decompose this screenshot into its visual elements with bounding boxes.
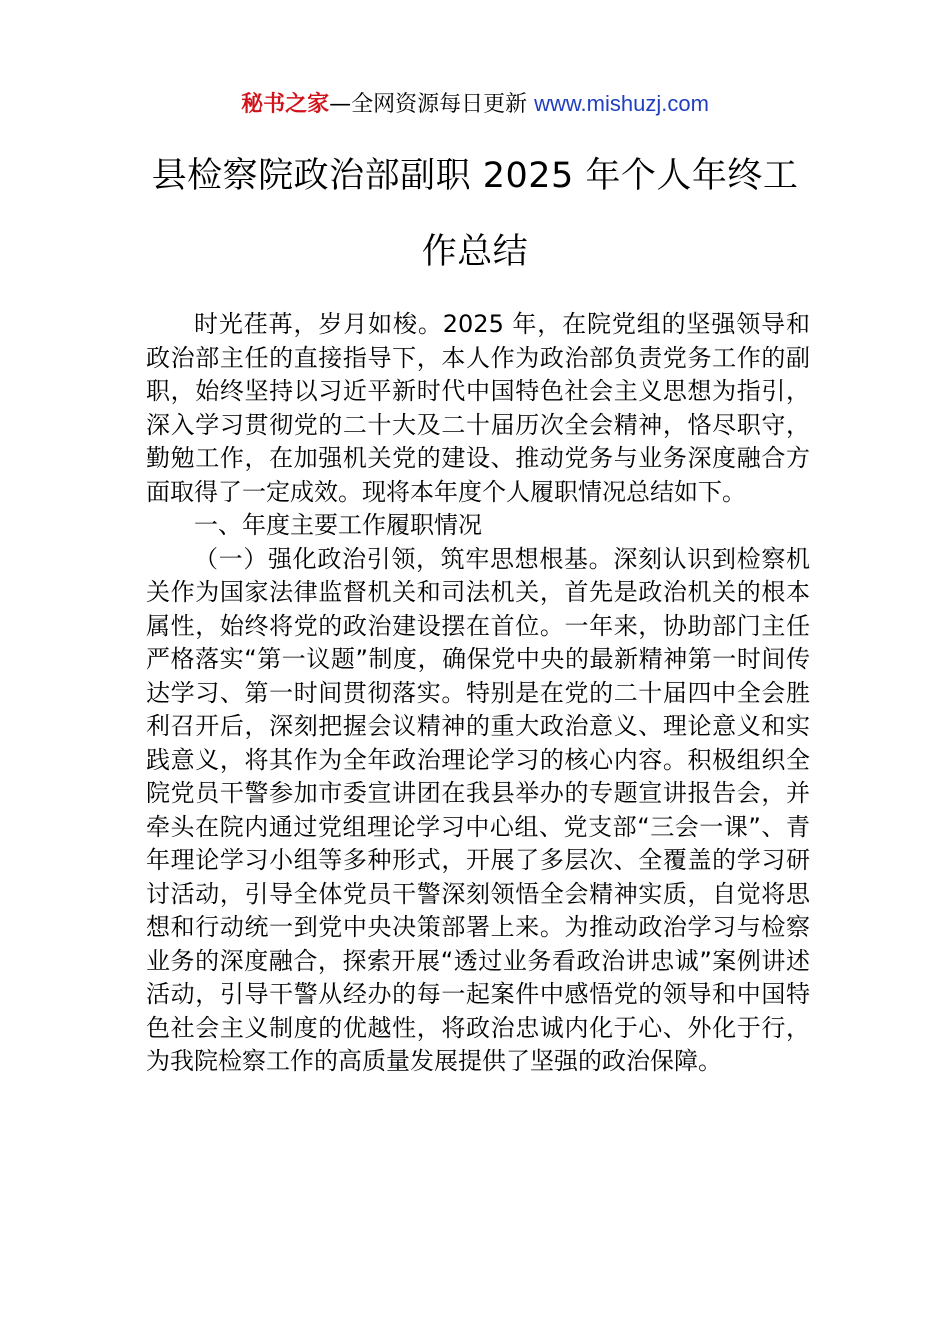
brand-name: 秘书之家 [241,92,330,117]
site-banner [0,86,950,123]
banner-tagline: —全网资源每日更新 [329,92,535,117]
document-body [146,308,810,1079]
section-heading: 一、年度主要工作履职情况 [194,511,482,539]
body-paragraph: （一）强化政治引领，筑牢思想根基。深刻认识到检察机关作为国家法律监督机关和司法机关，首先是政治机关的根本属性，始终将党的政治建设摆在首位。一年来，协助部门主任严格落实“第一议题”制度，确保党中央的最新精神第一时间传达学习、第一时间贯彻落实。特别是在党的二十届四中全会胜利召开后，深刻把握会议精神的重大政治意义、理论意义和实践意义，将其作为全年政治理论学习的核心内容。积极组织全院党员干警参加市委宣讲团在我县举办的专题宣讲报告会，并牵头在院内通过党组理论学习中心组、党支部“三会一课”、青年理论学习小组等多种形式，开展了多层次、全覆盖的学习研讨活动，引导全体党员干警深刻领悟全会精神实质，自觉将思想和行动统一到党中央决策部署上来。为推动政治学习与检察业务的深度融合，探索开展“透过业务看政治讲忠诚”案例讲述活动，引导干警从经办的每一起案件中感悟党的领导和中国特色社会主义制度的优越性，将政治忠诚内化于心、外化于行，为我院检察工作的高质量发展提供了坚强的政治保障。 [146,544,810,1075]
document-title: 县检察院政治部副职 2025 年个人年终工作总结 [151,156,799,272]
site-url-link[interactable]: www.mishuzj.com [534,91,709,116]
intro-paragraph: 时光荏苒，岁月如梭。2025 年，在院党组的坚强领导和政治部主任的直接指导下，本人作为政治部负责党务工作的副职，始终坚持以习近平新时代中国特色社会主义思想为指引，深入学习贯彻党的二十大及二十届历次全会精神，恪尽职守，勤勉工作，在加强机关党的建设、推动党务与业务深度融合方面取得了一定成效。现将本年度个人履职情况总结如下。 [146,310,810,506]
